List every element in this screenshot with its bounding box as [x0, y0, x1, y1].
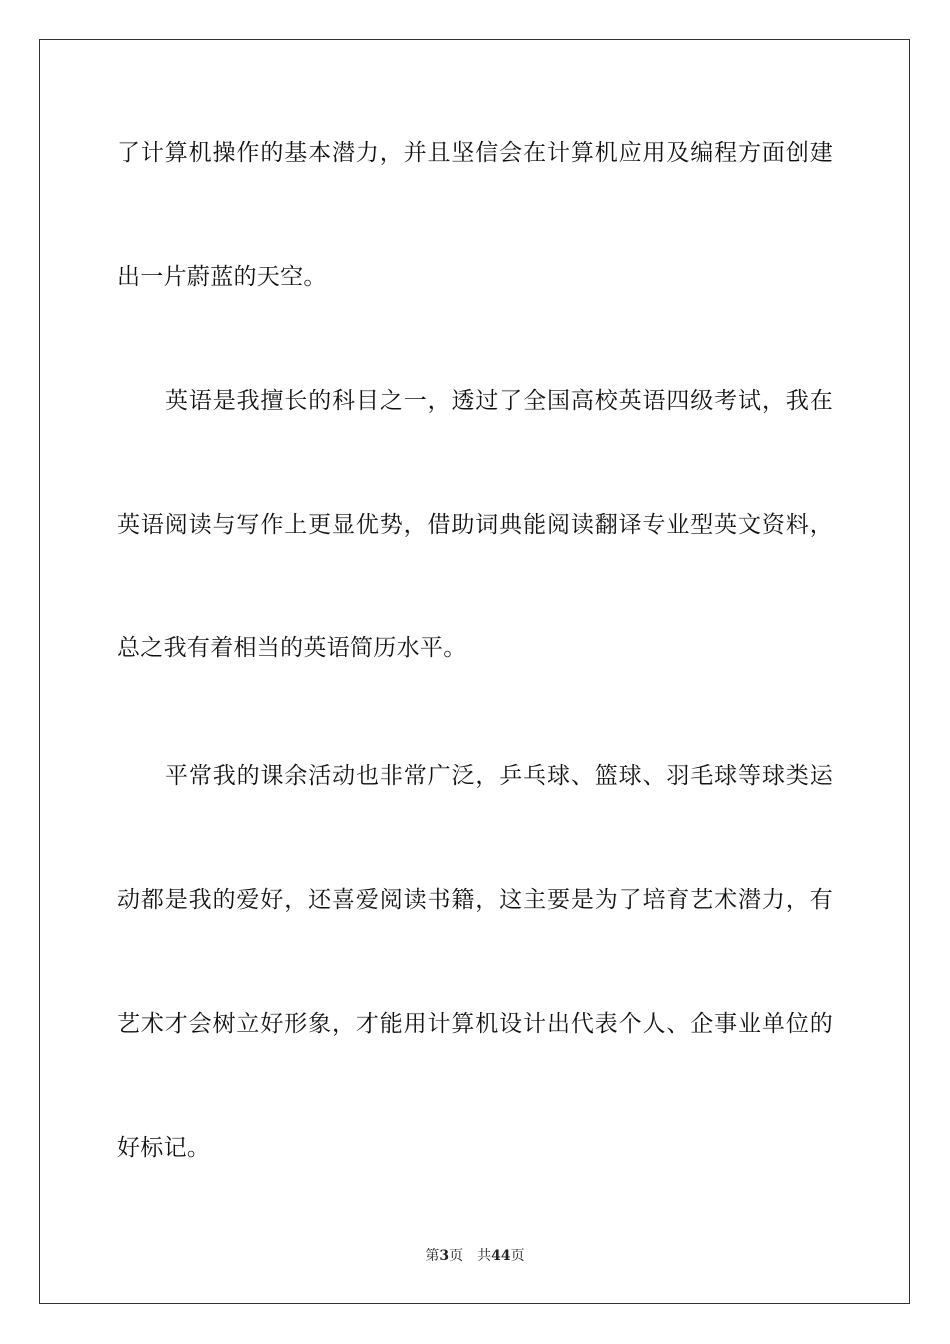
page-prefix: 第 — [425, 1248, 440, 1264]
paragraph-line-5: 总之我有着相当的英语简历水平。 — [117, 635, 467, 661]
paragraph-line-7: 动都是我的爱好，还喜爱阅读书籍，这主要是为了培育艺术潜力，有 — [117, 887, 833, 913]
page-footer — [0, 1246, 950, 1266]
paragraph-line-4: 英语阅读与写作上更显优势，借助词典能阅读翻译专业型英文资料， — [117, 512, 833, 538]
paragraph-line-9: 好标记。 — [117, 1135, 211, 1161]
paragraph-line-1: 了计算机操作的基本潜力，并且坚信会在计算机应用及编程方面创建 — [117, 140, 833, 166]
paragraph-line-8: 艺术才会树立好形象，才能用计算机设计出代表个人、企事业单位的 — [117, 1011, 833, 1037]
total-pages: 44 — [491, 1248, 511, 1264]
total-prefix: 共 — [477, 1248, 492, 1264]
page-number: 3 — [439, 1248, 450, 1264]
total-suffix: 页 — [510, 1248, 525, 1264]
page-border — [39, 39, 910, 1304]
page-suffix: 页 — [449, 1248, 464, 1264]
paragraph-line-2: 出一片蔚蓝的天空。 — [117, 264, 327, 290]
paragraph-line-3: 英语是我擅长的科目之一，透过了全国高校英语四级考试，我在 — [165, 388, 833, 414]
paragraph-line-6: 平常我的课余活动也非常广泛，乒乓球、篮球、羽毛球等球类运 — [165, 763, 833, 789]
